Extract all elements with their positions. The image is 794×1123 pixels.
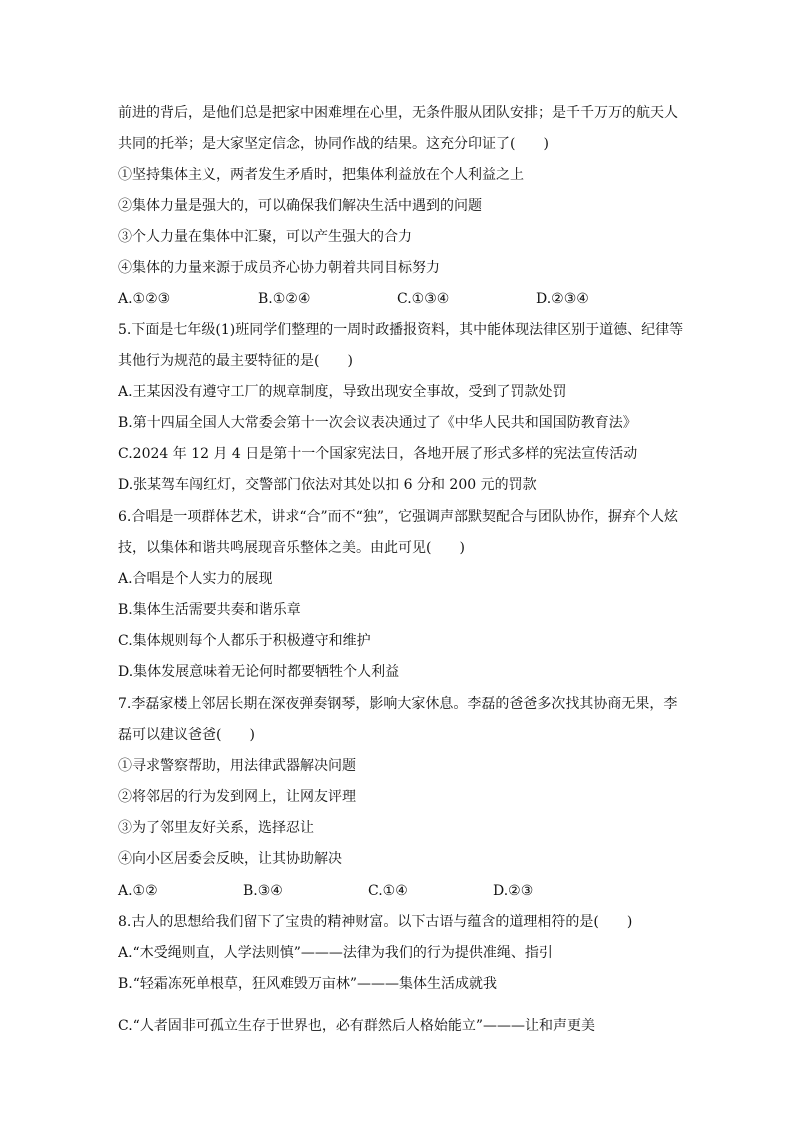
q4-option-a[interactable]: A.①②③ — [118, 291, 171, 307]
q6-option-a[interactable]: A.合唱是个人实力的展现 — [118, 571, 273, 587]
q8-option-b[interactable]: B.“轻霜冻死单根草，狂风难毁万亩林”———集体生活成就我 — [118, 976, 498, 992]
q6-option-b[interactable]: B.集体生活需要共奏和谐乐章 — [118, 602, 301, 618]
q4-item-2: ②集体力量是强大的，可以确保我们解决生活中遇到的问题 — [118, 198, 482, 214]
q4-option-c[interactable]: C.①③④ — [397, 291, 450, 307]
q4-item-1: ①坚持集体主义，两者发生矛盾时，把集体利益放在个人利益之上 — [118, 167, 524, 183]
q4-item-4: ④集体的力量来源于成员齐心协力朝着共同目标努力 — [118, 260, 440, 276]
q5-stem-line-2: 其他行为规范的最主要特征的是( ) — [118, 353, 353, 369]
q7-options — [118, 882, 688, 900]
q7-item-3: ③为了邻里友好关系，选择忍让 — [118, 820, 314, 836]
q5-stem-line-1: 5.下面是七年级(1)班同学们整理的一周时政播报资料，其中能体现法律区别于道德、纪律等 — [118, 322, 684, 338]
q7-item-2: ②将邻居的行为发到网上，让网友评理 — [118, 789, 356, 805]
q4-stem-line-1: 前进的背后，是他们总是把家中困难埋在心里，无条件服从团队安排；是千千万万的航天人 — [118, 105, 678, 121]
q4-option-b[interactable]: B.①②④ — [258, 291, 311, 307]
q7-option-c[interactable]: C.①④ — [368, 883, 408, 899]
q6-option-c[interactable]: C.集体规则每个人都乐于积极遵守和维护 — [118, 633, 371, 649]
q5-option-b[interactable]: B.第十四届全国人大常委会第十一次会议表决通过了《中华人民共和国国防教育法》 — [118, 415, 637, 431]
q5-option-d[interactable]: D.张某驾车闯红灯，交警部门依法对其处以扣 6 分和 200 元的罚款 — [118, 477, 537, 493]
q7-stem-line-1: 7.李磊家楼上邻居长期在深夜弹奏钢琴，影响大家休息。李磊的爸爸多次找其协商无果，李 — [118, 696, 678, 712]
q7-stem-line-2: 磊可以建议爸爸( ) — [118, 727, 255, 743]
q4-options — [118, 290, 688, 308]
q7-option-a[interactable]: A.①② — [118, 883, 158, 899]
q7-option-d[interactable]: D.②③ — [493, 883, 534, 899]
q6-stem-line-1: 6.合唱是一项群体艺术，讲求“合”而不“独”，它强调声部默契配合与团队协作，摒弃个人炫 — [118, 509, 678, 525]
q5-option-c[interactable]: C.2024 年 12 月 4 日是第十一个国家宪法日，各地开展了形式多样的宪法宣传活动 — [118, 446, 638, 462]
q4-option-d[interactable]: D.②③④ — [536, 291, 589, 307]
q8-stem-line-1: 8.古人的思想给我们留下了宝贵的精神财富。以下古语与蕴含的道理相符的是( ) — [118, 914, 633, 930]
q8-option-a[interactable]: A.“木受绳则直，人学法则慎”———法律为我们的行为提供准绳、指引 — [118, 945, 553, 961]
q7-option-b[interactable]: B.③④ — [243, 883, 283, 899]
q4-item-3: ③个人力量在集体中汇聚，可以产生强大的合力 — [118, 229, 412, 245]
q6-option-d[interactable]: D.集体发展意味着无论何时都要牺牲个人利益 — [118, 664, 400, 680]
q4-stem-line-2: 共同的托举；是大家坚定信念，协同作战的结果。这充分印证了( ) — [118, 136, 549, 152]
q7-item-1: ①寻求警察帮助，用法律武器解决问题 — [118, 758, 356, 774]
q7-item-4: ④向小区居委会反映，让其协助解决 — [118, 851, 342, 867]
q6-stem-line-2: 技，以集体和谐共鸣展现音乐整体之美。由此可见( ) — [118, 540, 465, 556]
q5-option-a[interactable]: A.王某因没有遵守工厂的规章制度，导致出现安全事故，受到了罚款处罚 — [118, 384, 567, 400]
q8-option-c[interactable]: C.“人者固非可孤立生存于世界也，必有群然后人格始能立”———让和声更美 — [118, 1018, 595, 1034]
